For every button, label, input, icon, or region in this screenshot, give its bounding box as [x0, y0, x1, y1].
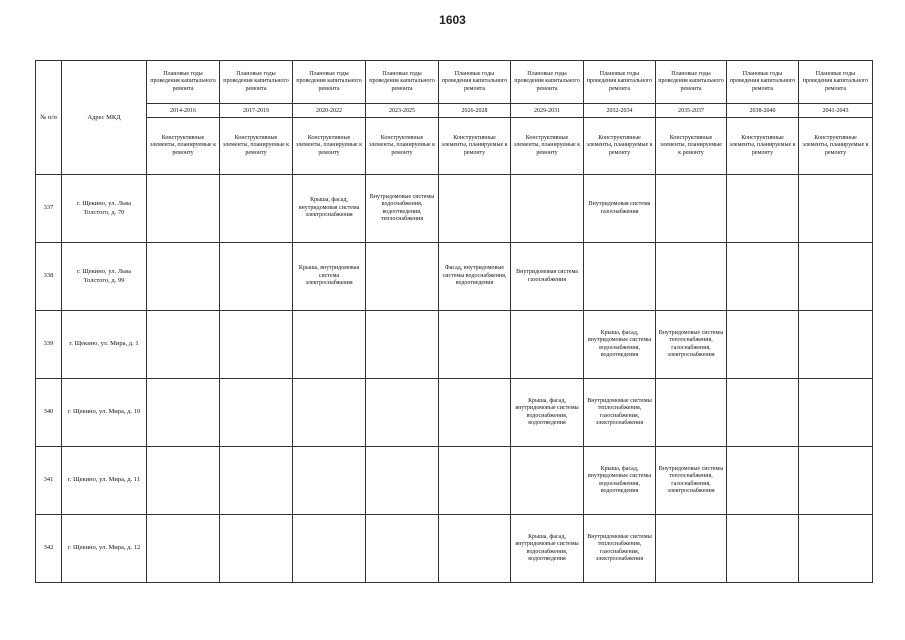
repair-cell	[799, 379, 873, 447]
table-row	[36, 175, 873, 243]
repair-cell: Внутридомовые системы теплоснабжения, газоснабжения, электроснабжения	[584, 379, 656, 447]
row-address: г. Щекино, ул. Льва Толстого, д. 70	[62, 175, 147, 243]
row-address: г. Щекино, ул. Мира, д. 12	[62, 515, 147, 583]
repair-cell	[147, 379, 220, 447]
table-row	[36, 311, 873, 379]
capital-repair-schedule-table	[35, 60, 873, 583]
repair-cell	[366, 515, 439, 583]
repair-cell	[656, 379, 727, 447]
year-range: 2026-2028	[439, 104, 511, 118]
repair-cell	[727, 175, 799, 243]
repair-cell	[220, 175, 293, 243]
row-address: г. Щекино, ул. Мира, д. 10	[62, 379, 147, 447]
table-body	[36, 175, 873, 583]
row-number: 338	[36, 243, 62, 311]
header-row-periods	[36, 61, 873, 104]
repair-cell	[147, 311, 220, 379]
repair-cell	[656, 515, 727, 583]
row-address: г. Щекино, ул. Мира, д. 1	[62, 311, 147, 379]
column-header-address: Адрес МКД	[62, 61, 147, 175]
elements-header: Конструктивные элементы, планируемые к ремонту	[727, 118, 799, 175]
repair-cell	[656, 175, 727, 243]
repair-cell	[220, 379, 293, 447]
repair-cell	[584, 243, 656, 311]
repair-cell: Внутридомовые системы теплоснабжения, газоснабжения, электроснабжения	[584, 515, 656, 583]
repair-cell	[727, 515, 799, 583]
elements-header: Конструктивные элементы, планируемые к ремонту	[656, 118, 727, 175]
elements-header: Конструктивные элементы, планируемые к ремонту	[439, 118, 511, 175]
repair-cell: Крыша, фасад, внутридомовые системы водоснабжения, водоотведения	[511, 379, 584, 447]
repair-cell: Крыша, внутридомовая система электроснабжения	[293, 243, 366, 311]
year-range: 2017-2019	[220, 104, 293, 118]
repair-cell	[727, 243, 799, 311]
table-row	[36, 243, 873, 311]
elements-header: Конструктивные элементы, планируемые к ремонту	[220, 118, 293, 175]
repair-cell	[439, 175, 511, 243]
elements-header: Конструктивные элементы, планируемые к ремонту	[293, 118, 366, 175]
repair-cell	[799, 243, 873, 311]
elements-header: Конструктивные элементы, планируемые к ремонту	[511, 118, 584, 175]
period-header: Плановые годы проведения капитального ремонта	[511, 61, 584, 104]
repair-cell	[727, 447, 799, 515]
repair-cell: Крыша, фасад, внутридомовые системы водоснабжения, водоотведения	[584, 447, 656, 515]
elements-header: Конструктивные элементы, планируемые к ремонту	[584, 118, 656, 175]
row-number: 340	[36, 379, 62, 447]
period-header: Плановые годы проведения капитального ремонта	[439, 61, 511, 104]
year-range: 2023-2025	[366, 104, 439, 118]
repair-cell: Внутридомовые системы водоснабжения, водоотведения, теплоснабжения	[366, 175, 439, 243]
column-header-number: № п/п	[36, 61, 62, 175]
page-number: 1603	[439, 13, 466, 27]
repair-cell: Крыша, фасад, внутридомовая система электроснабжения	[293, 175, 366, 243]
repair-cell	[293, 379, 366, 447]
repair-cell	[220, 243, 293, 311]
repair-cell	[439, 515, 511, 583]
year-range: 2029-2031	[511, 104, 584, 118]
repair-cell	[147, 447, 220, 515]
repair-cell	[293, 447, 366, 515]
repair-cell: Крыша, фасад, внутридомовые системы водоснабжения, водоотведения	[511, 515, 584, 583]
repair-cell	[366, 311, 439, 379]
repair-cell	[147, 515, 220, 583]
repair-cell	[511, 311, 584, 379]
table-row	[36, 379, 873, 447]
repair-cell	[220, 515, 293, 583]
year-range: 2041-2043	[799, 104, 873, 118]
elements-header: Конструктивные элементы, планируемые к ремонту	[799, 118, 873, 175]
table-header	[36, 61, 873, 175]
row-address: г. Щекино, ул. Льва Толстого, д. 99	[62, 243, 147, 311]
repair-cell	[727, 379, 799, 447]
period-header: Плановые годы проведения капитального ремонта	[293, 61, 366, 104]
header-row-elements	[36, 118, 873, 175]
year-range: 2032-2034	[584, 104, 656, 118]
repair-cell	[727, 311, 799, 379]
repair-cell: Внутридомовые системы теплоснабжения, газоснабжения, электроснабжения	[656, 447, 727, 515]
repair-cell	[439, 311, 511, 379]
period-header: Плановые годы проведения капитального ремонта	[366, 61, 439, 104]
row-number: 342	[36, 515, 62, 583]
repair-cell	[439, 447, 511, 515]
repair-cell	[656, 243, 727, 311]
repair-cell	[799, 447, 873, 515]
period-header: Плановые годы проведения капитального ремонта	[799, 61, 873, 104]
period-header: Плановые годы проведения капитального ремонта	[147, 61, 220, 104]
repair-cell	[366, 379, 439, 447]
repair-cell	[147, 175, 220, 243]
repair-cell	[293, 311, 366, 379]
repair-cell	[147, 243, 220, 311]
repair-cell	[293, 515, 366, 583]
year-range: 2014-2016	[147, 104, 220, 118]
header-row-years	[36, 104, 873, 118]
repair-cell	[366, 447, 439, 515]
row-number: 337	[36, 175, 62, 243]
repair-cell	[366, 243, 439, 311]
row-number: 341	[36, 447, 62, 515]
repair-cell	[511, 447, 584, 515]
repair-cell	[439, 379, 511, 447]
period-header: Плановые годы проведения капитального ремонта	[727, 61, 799, 104]
period-header: Плановые годы проведения капитального ремонта	[584, 61, 656, 104]
repair-cell: Внутридомовые системы теплоснабжения, газоснабжения, электроснабжения	[656, 311, 727, 379]
repair-cell	[220, 447, 293, 515]
period-header: Плановые годы проведения капитального ремонта	[656, 61, 727, 104]
repair-cell	[511, 175, 584, 243]
elements-header: Конструктивные элементы, планируемые к ремонту	[147, 118, 220, 175]
row-address: г. Щекино, ул. Мира, д. 11	[62, 447, 147, 515]
year-range: 2038-2040	[727, 104, 799, 118]
row-number: 339	[36, 311, 62, 379]
repair-cell: Фасад, внутридомовые системы водоснабжения, водоотведения	[439, 243, 511, 311]
repair-cell: Крыша, фасад, внутридомовые системы водоснабжения, водоотведения	[584, 311, 656, 379]
period-header: Плановые годы проведения капитального ремонта	[220, 61, 293, 104]
repair-cell	[799, 515, 873, 583]
table-row	[36, 447, 873, 515]
year-range: 2035-2037	[656, 104, 727, 118]
elements-header: Конструктивные элементы, планируемые к ремонту	[366, 118, 439, 175]
year-range: 2020-2022	[293, 104, 366, 118]
repair-cell	[220, 311, 293, 379]
repair-cell	[799, 311, 873, 379]
repair-cell	[799, 175, 873, 243]
repair-cell: Внутридомовая система газоснабжения	[584, 175, 656, 243]
table-row	[36, 515, 873, 583]
repair-cell: Внутридомовая система газоснабжения	[511, 243, 584, 311]
